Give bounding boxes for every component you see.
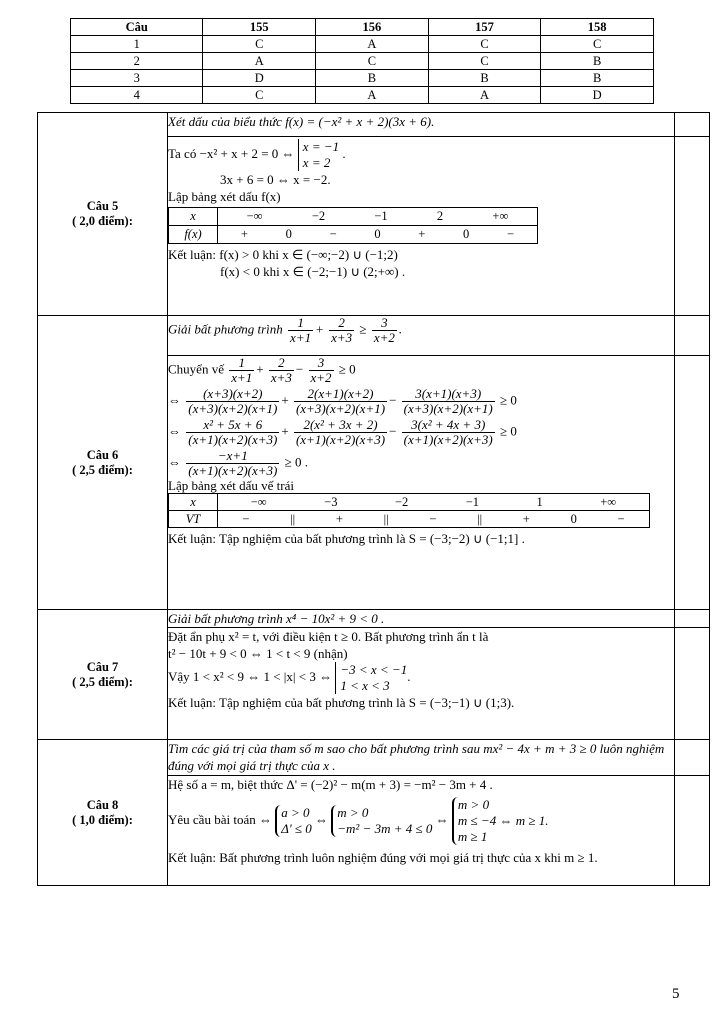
q6-x-value: −∞ xyxy=(250,494,267,509)
q8-solution: Hệ số a = m, biệt thức Δ' = (−2)² − m(m + 3) = −m² − 3m + 4 . Yêu cầu bài toán ⇔ a > 0 Δ' ≤ 0 ⇔ m > 0 −m² − 3m + 4 ≤ 0 ⇔ m > 0 m ≤ −4 ⇔ m ≥ 1. m ≥ 1 Kết luận: Bất phương trình luôn nghiệm đúng với mọi giá trị thực của x khi m ≥ 1. xyxy=(168,776,675,886)
q5-l2: 3x + 6 = 0 ⇔ x = −2. xyxy=(220,172,331,187)
q7-s3: Vậy 1 < x² < 9 ⇔ 1 < |x| < 3 ⇔ xyxy=(168,668,333,684)
q8-label-cell xyxy=(38,740,168,886)
q6-problem: Giải bất phương trình $\frac{1}{x+1}$ + $\frac{2}{x+3}$ ≥ $\frac{3}{x+2}$ . xyxy=(168,316,675,356)
q5-sign-table: x −∞ −2 −1 2 +∞ f(x) + 0 − 0 + 0 − xyxy=(168,207,538,244)
answer-table-row: 2 A C C B xyxy=(71,53,654,70)
q6-label: Câu 6 xyxy=(86,447,119,462)
q8-problem: Tìm các giá trị của tham số m sao cho bất phương trình sau mx² − 4x + m + 3 ≥ 0 luôn nghiệm đúng với mọi giá trị thực của x . xyxy=(168,740,675,776)
q6-points: ( 2,5 điểm): xyxy=(72,462,133,477)
q5-sign: + xyxy=(240,227,248,241)
q7-problem: Giải bất phương trình x⁴ − 10x² + 9 < 0 . xyxy=(168,610,675,628)
q6-sign: − xyxy=(242,511,250,526)
q5-label-cell xyxy=(38,113,168,316)
q5-conclusion-1: Kết luận: f(x) > 0 khi x ∈ (−∞;−2) ∪ (−1;2) xyxy=(168,247,398,262)
q6-solution: Chuyển vế $\frac{1}{x+1}$ + $\frac{2}{x+3}$ − $\frac{3}{x+2}$ ≥ 0 ⇔ $\frac{(x+3)(x+2)}{(x+3)(x+2)(x+1)}$ + $\frac{2(x+1)(x+2)}{(x+3)(x+2)(x+1)}$ − $\frac{3(x+1)(x+3)}{(x+3)(x+2)(x+1)}$ ≥ 0 ⇔ $\frac{\text{x² + 5x + 6}}{(x+1)(x+2)(x+3)}$ + $\frac{\text{2(x² + 3x + 2)}}{(x+1)(x+2)(x+3)}$ − $\frac{\text{3(x² + 4x + 3)}}{(x+1)(x+2)(x+3)}$ ≥ 0 ⇔ $\frac{-x+1}{(x+1)(x+2)(x+3)}$ ≥ 0 . Lập bảng xét dấu vế trái x −∞ −3 −2 −1 1 +∞ VT − || + || − || + 0 − Kết luận: Tập nghiệm của bất phương trình là S = (−3;−2) ∪ (−1;1] . xyxy=(168,356,675,610)
answer-table xyxy=(70,18,654,104)
q5-x-value: 2 xyxy=(436,209,444,223)
q6-x-value: +∞ xyxy=(600,494,617,509)
q6-x-value: −3 xyxy=(324,494,338,509)
q6-conclusion: Kết luận: Tập nghiệm của bất phương trình là S = (−3;−2) ∪ (−1;1] . xyxy=(168,531,525,546)
q5-sign: 0 xyxy=(285,227,292,241)
q8-label: Câu 8 xyxy=(86,797,119,812)
q5-l1a: Ta có −x² + x + 2 = 0 ⇔ xyxy=(168,145,295,161)
q6-sign: || xyxy=(477,511,483,526)
q6-sign-table: x −∞ −3 −2 −1 1 +∞ VT − || + || − || + 0 − xyxy=(168,493,650,528)
q6-sign: + xyxy=(335,511,343,526)
q6-table-title: Lập bảng xét dấu vế trái xyxy=(168,478,294,493)
q6-x-value: 1 xyxy=(536,494,543,509)
q8-points: ( 1,0 điểm): xyxy=(72,812,133,827)
answer-table-header: 158 xyxy=(541,19,654,36)
q7-label-cell xyxy=(38,610,168,740)
q8-conclusion: Kết luận: Bất phương trình luôn nghiệm đúng với mọi giá trị thực của x khi m ≥ 1. xyxy=(168,850,598,865)
q5-l1-system: x = −1 x = 2 xyxy=(298,139,339,171)
solution-table xyxy=(37,112,710,886)
q6-x-value: −1 xyxy=(465,494,480,509)
answer-table-header: 156 xyxy=(316,19,429,36)
answer-table-header: 155 xyxy=(203,19,316,36)
q6-sign: || xyxy=(383,511,389,526)
q5-sign: 0 xyxy=(374,227,381,241)
answer-table-row: 3 D B B B xyxy=(71,70,654,87)
q5-x-value: −2 xyxy=(311,209,326,223)
q7-solution: Đặt ẩn phụ x² = t, với điều kiện t ≥ 0. Bất phương trình ẩn t là t² − 10t + 9 < 0 ⇔ 1 < t < 9 (nhận) Vậy 1 < x² < 9 ⇔ 1 < |x| < 3 ⇔ −3 < x < −1 1 < x < 3 . Kết luận: Tập nghiệm của bất phương trình là S = (−3;−1) ∪ (1;3). xyxy=(168,628,675,740)
q6-sign: − xyxy=(617,511,625,526)
answer-table-header: Câu xyxy=(71,19,203,36)
q5-conclusion-2: f(x) < 0 khi x ∈ (−2;−1) ∪ (2;+∞) . xyxy=(220,264,406,279)
q5-sign: 0 xyxy=(463,227,470,241)
q6-sign: || xyxy=(290,511,296,526)
q6-x-value: −2 xyxy=(394,494,409,509)
q7-points: ( 2,5 điểm): xyxy=(72,674,133,689)
q8-s1: Hệ số a = m, biệt thức Δ' = (−2)² − m(m + 3) = −m² − 3m + 4 . xyxy=(168,777,493,792)
q5-problem: Xét dấu của biểu thức f(x) = (−x² + x + 2)(3x + 6). xyxy=(168,113,675,137)
q5-solution: Ta có −x² + x + 2 = 0 ⇔ x = −1 x = 2 . 3x + 6 = 0 ⇔ x = −2. Lập bảng xét dấu f(x) x −∞ −2 −1 2 +∞ f(x) + 0 − 0 + 0 − Kết luận: f(x) > 0 khi x ∈ (−∞;−2) ∪ (−1;2) f(x) < 0 khi x ∈ (−2;−1) ∪ (2;+∞) . xyxy=(168,137,675,316)
q5-x-value: −∞ xyxy=(246,209,263,223)
q5-sign: − xyxy=(329,227,337,241)
q7-s2: t² − 10t + 9 < 0 ⇔ 1 < t < 9 (nhận) xyxy=(168,646,348,661)
page-number: 5 xyxy=(672,986,680,1002)
answer-table-header: 157 xyxy=(428,19,541,36)
q5-x-value: −1 xyxy=(374,209,388,223)
q5-l3: Lập bảng xét dấu f(x) xyxy=(168,189,281,204)
q6-sign: − xyxy=(429,511,437,526)
q7-label: Câu 7 xyxy=(86,659,119,674)
q6-label-cell xyxy=(38,316,168,610)
q7-conclusion: Kết luận: Tập nghiệm của bất phương trình là S = (−3;−1) ∪ (1;3). xyxy=(168,695,515,710)
q6-sign: + xyxy=(522,511,530,526)
q5-points: ( 2,0 điểm): xyxy=(72,214,133,228)
q7-s1: Đặt ẩn phụ x² = t, với điều kiện t ≥ 0. Bất phương trình ẩn t là xyxy=(168,629,489,644)
answer-table-row: 1 C A C C xyxy=(71,36,654,53)
q5-x-value: +∞ xyxy=(492,209,509,223)
q5-sign: − xyxy=(507,227,515,241)
answer-table-row: 4 C A A D xyxy=(71,87,654,104)
q6-sign: 0 xyxy=(570,511,577,526)
q5-sign: + xyxy=(418,227,426,241)
q5-label: Câu 5 xyxy=(86,199,119,213)
